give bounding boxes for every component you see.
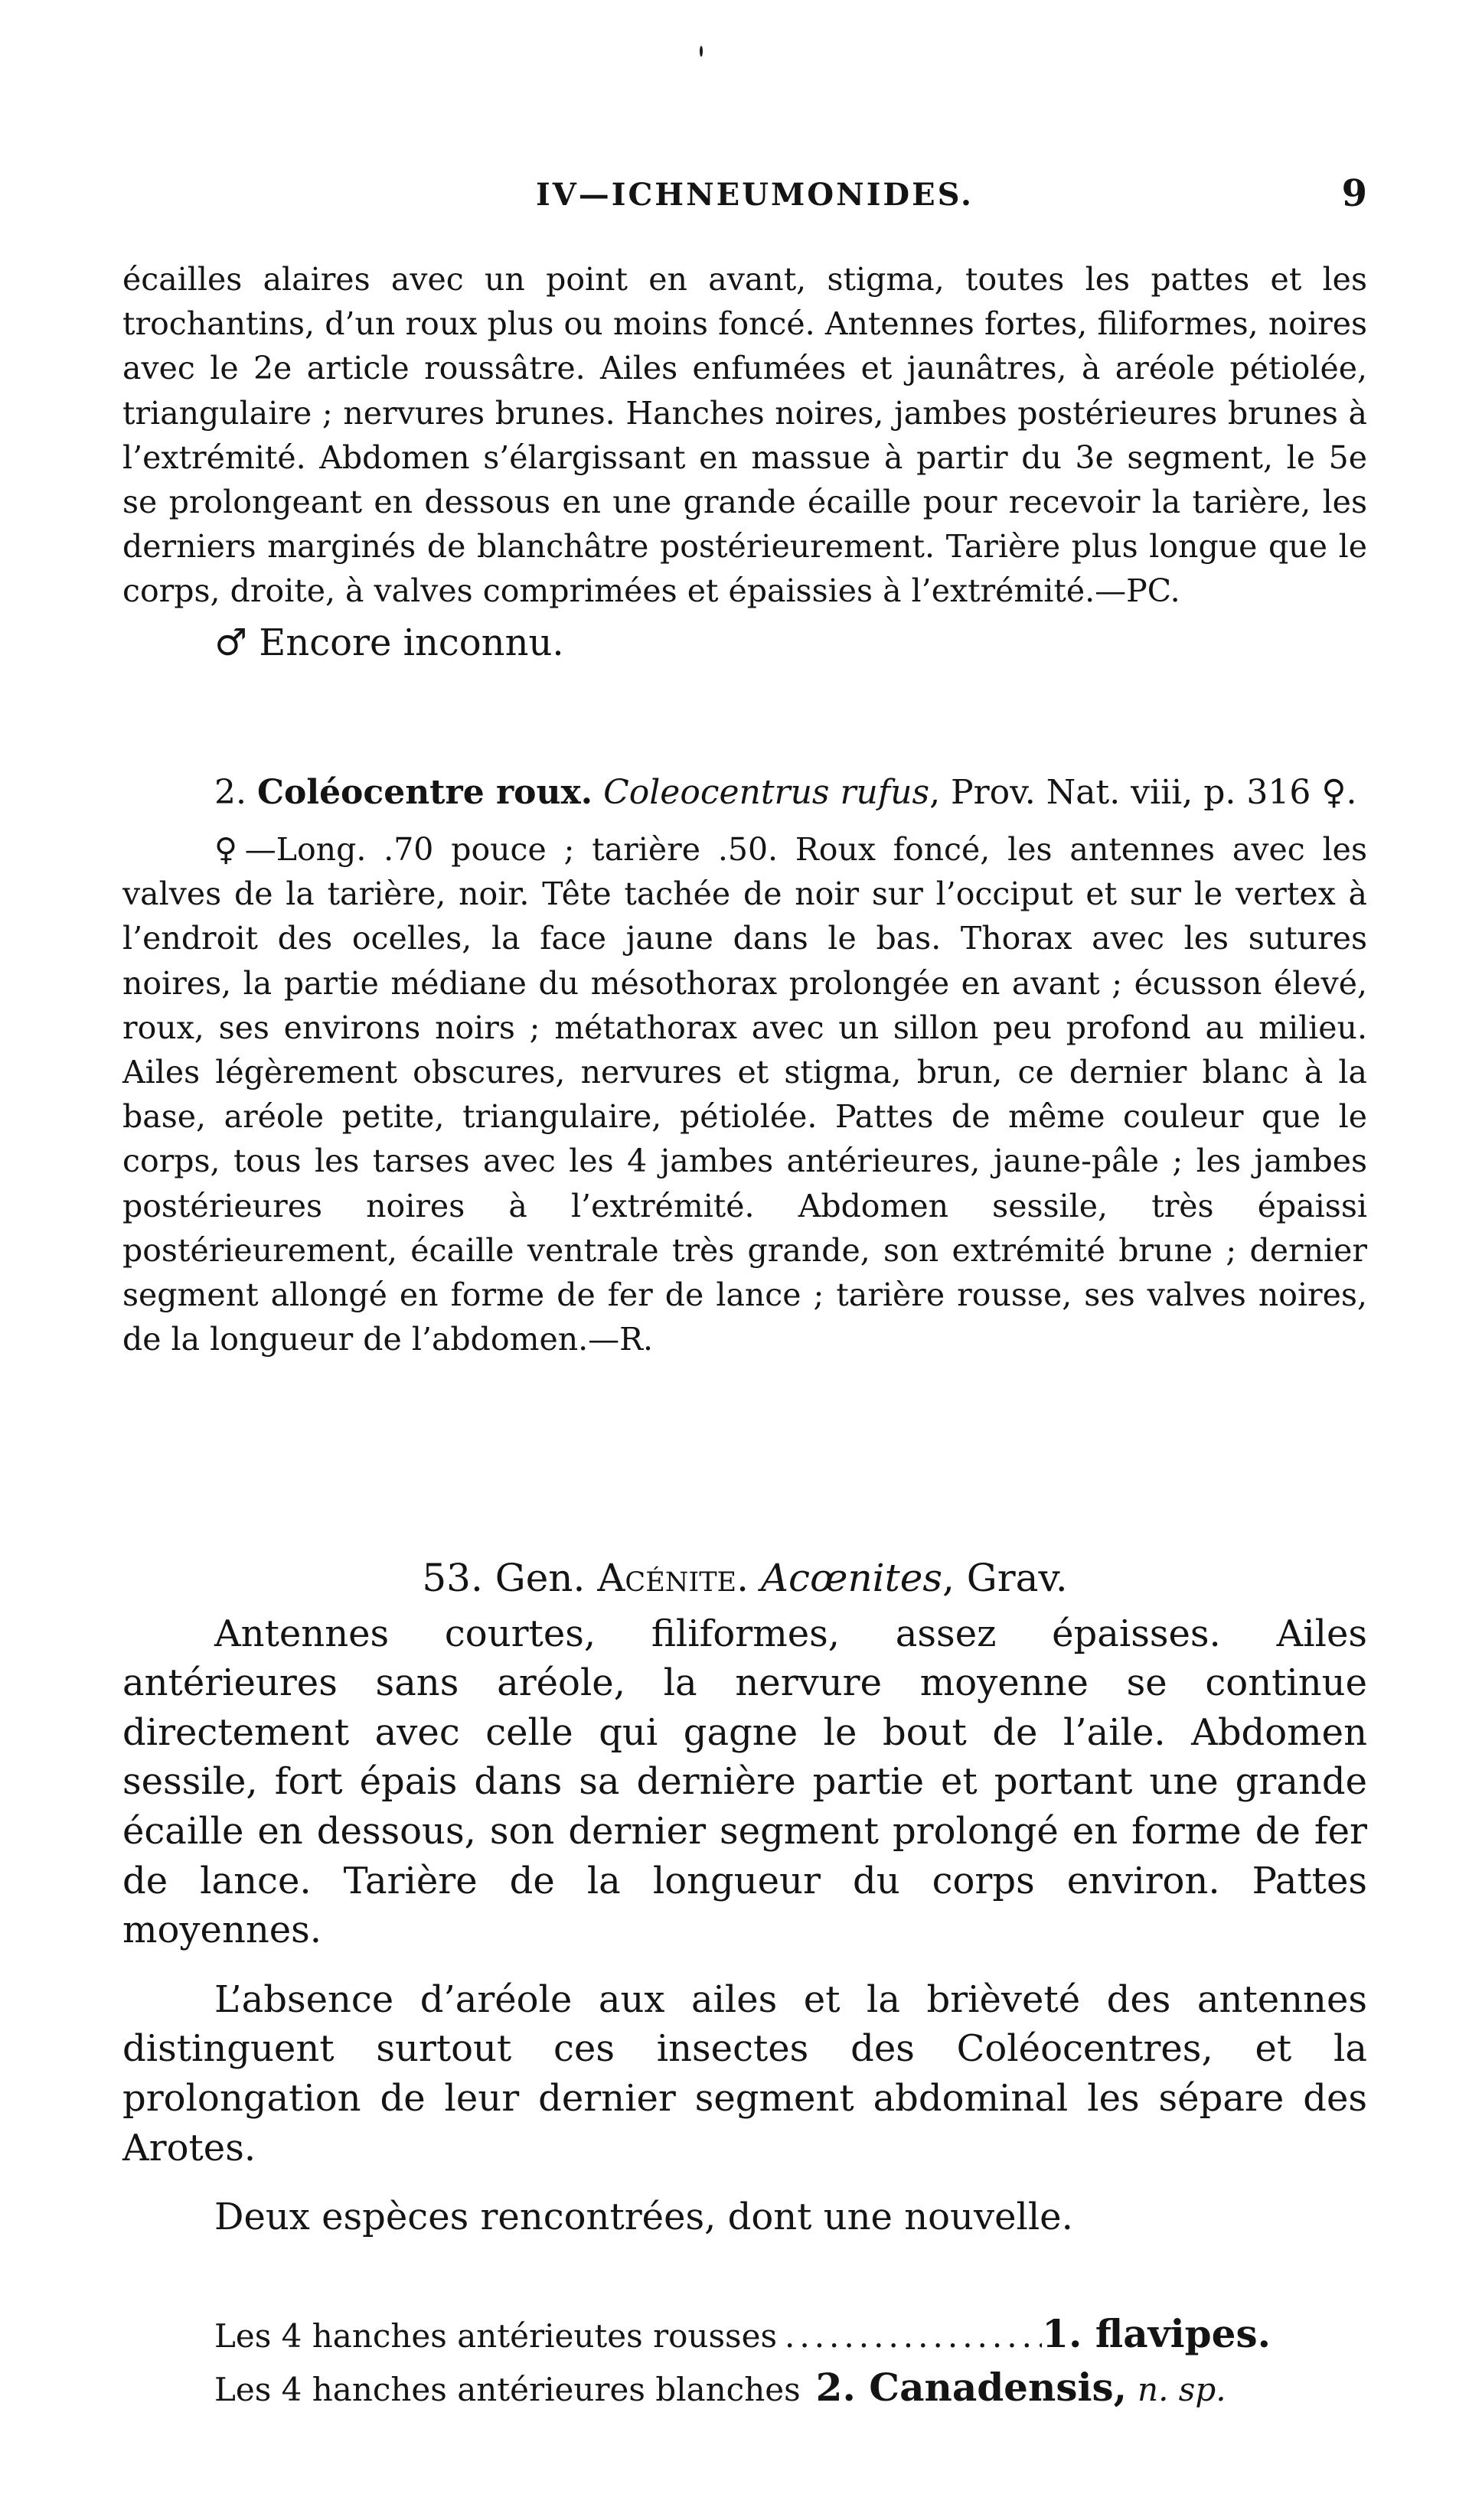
genus-number: 53. — [422, 1556, 483, 1600]
key-row-2-taxon: 2. Canadensis, — [815, 2365, 1128, 2410]
genus-name: Acénite. — [597, 1556, 749, 1600]
key-row-2 — [214, 2365, 1226, 2410]
continuation-paragraph: écailles alaires avec un point en avant, stigma, toutes les pattes et les trochantins, d’un roux plus ou moins foncé. Antennes fortes, filiformes, noires avec le 2e article roussâtre. Ailes enfumées et jaunâtres, à aréole pétiolée, triangulaire ; nervures brunes. Hanches noires, jambes postérieures brunes à l’extrémité. Abdomen s’élargissant en massue à partir du 3e segment, le 5e se prolongeant en dessous en une grande écaille pour recevoir la tarière, les derniers marginés de blanchâtre postérieurement. Tarière plus longue que le corps, droite, à valves comprimées et épaissies à l’extrémité.—PC. — [122, 261, 1367, 610]
species-2-reference: , Prov. Nat. viii, p. 316 ♀. — [929, 773, 1357, 812]
species-2-latin-name: Coleocentrus rufus — [603, 773, 930, 812]
genus-comparison-paragraph: L’absence d’aréole aux ailes et la brièveté des antennes distinguent surtout ces insectes des Coléocentres, et la prolongation de leur dernier segment abdominal les sépare des Arotes. — [122, 1977, 1367, 2170]
species-2-description: ♀—Long. .70 pouce ; tarière .50. Roux foncé, les antennes avec les valves de la tarière, noir. Tête tachée de noir sur l’occiput et sur le vertex à l’endroit des ocelles, la face jaune dans le bas. Thorax avec les sutures noires, la partie médiane du mésothorax prolongée en avant ; écusson élevé, roux, ses environs noirs ; métathorax avec un sillon peu profond au milieu. Ailes légèrement obscures, nervures et stigma, brun, ce dernier blanc à la base, aréole petite, triangulaire, pétiolée. Pattes de même couleur que le corps, tous les tarses avec les 4 jambes antérieures, jaune-pâle ; les jambes postérieures noires à l’extrémité. Abdomen sessile, très épaissi postérieurement, écaille ventrale très grande, son extrémité brune ; dernier segment allongé en forme de fer de lance ; tarière rousse, ses valves noires, de la longueur de l’abdomen.—R. — [122, 831, 1367, 1358]
key-row-2-new-species-label: n. sp. — [1138, 2371, 1226, 2408]
page-header — [122, 172, 1367, 226]
species-2-number: 2. — [214, 773, 246, 812]
key-row-1-leader-dots — [777, 2317, 1042, 2355]
species-2-entry — [122, 769, 1367, 1361]
key-row-2-text: Les 4 hanches antérieures blanches — [214, 2371, 801, 2408]
genus-latin-name: Acœnites — [760, 1556, 942, 1600]
male-unknown-line: ♂ Encore inconnu. — [214, 621, 564, 664]
species-1-description-end — [122, 257, 1367, 667]
genus-gen-label: Gen. — [495, 1556, 586, 1600]
species-2-name: Coléocentre roux. — [256, 773, 593, 812]
genus-description: Antennes courtes, filiformes, assez épaisses. Ailes antérieures sans aréole, la nervure moyenne se continue directement avec celle qui gagne le bout de l’aile. Abdomen sessile, fort épais dans sa dernière partie et portant une grande écaille en dessous, son dernier segment prolongé en forme de fer de lance. Tarière de la longueur du corps environ. Pattes moyennes. — [122, 1612, 1367, 1952]
top-speck-mark — [700, 46, 703, 57]
key-row-1 — [214, 2311, 1271, 2356]
running-head: IV—ICHNEUMONIDES. — [536, 177, 974, 213]
species-2-heading — [122, 769, 1367, 817]
species-count-line: Deux espèces rencontrées, dont une nouvelle. — [214, 2196, 1073, 2239]
genus-53-section — [122, 1553, 1367, 2242]
page-number: 9 — [1341, 172, 1367, 215]
genus-heading — [122, 1553, 1367, 1603]
key-row-1-text: Les 4 hanches antérieutes rousses — [214, 2317, 777, 2355]
key-row-1-taxon: 1. flavipes. — [1042, 2311, 1271, 2356]
genus-author: , Grav. — [942, 1556, 1068, 1600]
